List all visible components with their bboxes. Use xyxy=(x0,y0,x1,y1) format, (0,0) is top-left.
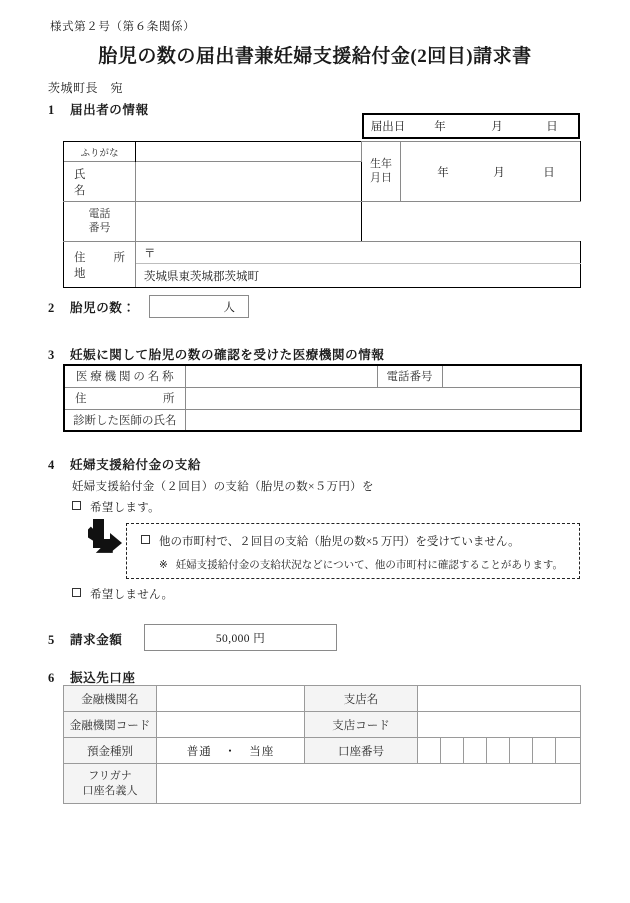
birthdate-label: 生年 月日 xyxy=(362,142,401,202)
addressee: 茨城町長 宛 xyxy=(48,81,124,95)
section-3-title: 妊娠に関して胎児の数の確認を受けた医療機関の情報 xyxy=(70,348,385,362)
submission-date-year-label[interactable]: 年 xyxy=(434,121,446,133)
account-number-label: 口座番号 xyxy=(305,738,418,764)
note-remark-text: 妊婦支援給付金の支給状況などについて、他の市町村に確認することがあります。 xyxy=(175,560,564,571)
birthdate-input[interactable] xyxy=(401,142,581,202)
postal-code-input[interactable]: 〒 xyxy=(136,242,581,264)
table-row xyxy=(64,242,581,264)
checkbox-icon[interactable] xyxy=(72,588,81,597)
submission-date-label: 届出日 xyxy=(370,121,406,133)
branch-code-input[interactable] xyxy=(418,712,581,738)
submission-date-month-label[interactable]: 月 xyxy=(491,121,503,133)
furigana-label: ふりがな xyxy=(64,142,136,162)
section-3-heading xyxy=(48,345,384,363)
form-code: 様式第２号（第６条関係） xyxy=(50,21,196,33)
table-row xyxy=(64,202,581,242)
down-right-arrow-icon xyxy=(88,518,124,558)
benefit-intro-text: 妊婦支援給付金（２回目）の支給（胎児の数×５万円）を xyxy=(72,481,374,493)
telephone-input[interactable] xyxy=(136,202,362,242)
section-1-heading xyxy=(48,100,149,118)
section-6-heading xyxy=(48,668,136,686)
option-yes-row[interactable] xyxy=(72,499,160,515)
bank-account-table xyxy=(63,685,581,804)
claim-amount-input[interactable] xyxy=(144,624,337,651)
page-title: 胎児の数の届出書兼妊婦支援給付金(2回目)請求書 xyxy=(98,46,532,67)
fetus-count-input[interactable] xyxy=(149,295,249,318)
section-2-title: 胎児の数： xyxy=(70,301,136,315)
institution-name-input[interactable] xyxy=(185,365,377,387)
telephone-label: 電話 番号 xyxy=(64,202,136,242)
table-row xyxy=(64,738,581,764)
table-row xyxy=(64,409,581,431)
branch-code-label: 支店コード xyxy=(305,712,418,738)
section-4-number: 4 xyxy=(48,458,55,472)
section-2-number: 2 xyxy=(48,301,55,315)
furigana-input[interactable] xyxy=(136,142,362,162)
section-5-heading xyxy=(48,630,122,648)
submission-date-day-label[interactable]: 日 xyxy=(546,121,558,133)
table-row xyxy=(64,686,581,712)
section-5-number: 5 xyxy=(48,633,55,647)
address-input[interactable]: 茨城県東茨城郡茨城町 xyxy=(136,264,581,288)
section-6-title: 振込先口座 xyxy=(70,671,136,685)
account-number-digit[interactable] xyxy=(487,738,510,764)
branch-name-label: 支店名 xyxy=(305,686,418,712)
deposit-type-label: 預金種別 xyxy=(64,738,157,764)
bank-code-input[interactable] xyxy=(157,712,305,738)
birth-month-label: 月 xyxy=(493,166,505,179)
bank-name-label: 金融機関名 xyxy=(64,686,157,712)
fetus-count-unit: 人 xyxy=(223,301,235,314)
name-input[interactable] xyxy=(136,162,362,202)
account-number-digit[interactable] xyxy=(464,738,487,764)
institution-tel-input[interactable] xyxy=(442,365,581,387)
account-number-digit[interactable] xyxy=(533,738,556,764)
table-row xyxy=(64,264,581,288)
institution-name-label: 医 療 機 関 の 名 称 xyxy=(64,365,185,387)
section-4-heading xyxy=(48,455,201,473)
checkbox-icon[interactable] xyxy=(72,501,81,510)
account-holder-input[interactable] xyxy=(157,764,581,804)
section-1-title: 届出者の情報 xyxy=(70,103,149,117)
medical-institution-table xyxy=(63,364,582,432)
table-row xyxy=(64,387,581,409)
account-number-digit[interactable] xyxy=(556,738,581,764)
section-1-number: 1 xyxy=(48,103,55,117)
section-6-number: 6 xyxy=(48,671,55,685)
doctor-name-label: 診断した医師の氏名 xyxy=(64,409,185,431)
address-label: 住 所 地 xyxy=(64,242,136,288)
deposit-type-options[interactable]: 普通 ・ 当座 xyxy=(157,738,305,764)
applicant-info-table xyxy=(63,141,581,288)
note-checkbox-label: 他の市町村で、２回目の支給（胎児の数×5 万円）を受けていません。 xyxy=(159,536,520,548)
section-5-title: 請求金額 xyxy=(70,633,123,647)
doctor-name-input[interactable] xyxy=(185,409,581,431)
option-no-row[interactable] xyxy=(72,586,173,602)
account-number-digit[interactable] xyxy=(418,738,441,764)
institution-tel-label: 電話番号 xyxy=(377,365,442,387)
institution-address-label: 住 所 xyxy=(64,387,185,409)
checkbox-icon[interactable] xyxy=(141,535,150,544)
branch-name-input[interactable] xyxy=(418,686,581,712)
birth-day-label: 日 xyxy=(543,166,555,179)
table-row xyxy=(64,142,581,162)
account-holder-label-name: 口座名義人 xyxy=(82,784,138,797)
option-no-label: 希望しません。 xyxy=(90,589,174,601)
table-row xyxy=(64,712,581,738)
birth-year-label: 年 xyxy=(437,166,449,179)
section-2-heading xyxy=(48,298,136,316)
submission-date-box xyxy=(362,113,580,139)
claim-amount-value: 50,000 円 xyxy=(215,632,266,645)
note-mark: ※ xyxy=(159,560,168,571)
table-row xyxy=(64,764,581,804)
institution-address-input[interactable] xyxy=(185,387,581,409)
account-number-digit[interactable] xyxy=(510,738,533,764)
note-remark-row xyxy=(141,557,579,572)
table-row xyxy=(64,365,581,387)
bank-name-input[interactable] xyxy=(157,686,305,712)
section-3-number: 3 xyxy=(48,348,55,362)
other-municipality-note-box xyxy=(126,523,580,579)
note-checkbox-row[interactable] xyxy=(141,533,579,549)
account-number-digit[interactable] xyxy=(441,738,464,764)
account-holder-label-furigana: フリガナ xyxy=(88,769,132,782)
bank-code-label: 金融機関コード xyxy=(64,712,157,738)
account-holder-label xyxy=(64,764,157,804)
name-label: 氏 名 xyxy=(64,162,136,202)
option-yes-label: 希望します。 xyxy=(90,502,160,514)
section-4-title: 妊婦支援給付金の支給 xyxy=(70,458,202,472)
